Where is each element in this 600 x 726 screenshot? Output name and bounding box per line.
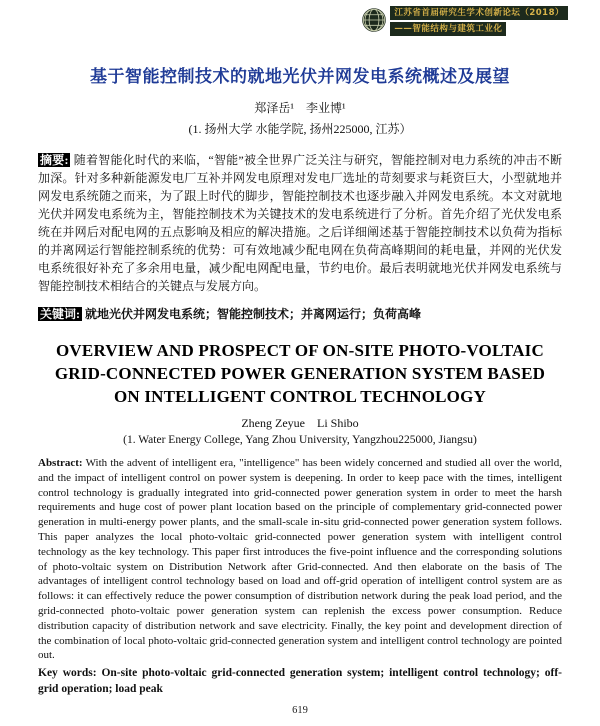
english-abstract — [38, 456, 562, 663]
globe-grid-icon — [361, 7, 387, 33]
chinese-abstract — [38, 151, 562, 295]
forum-badge — [361, 6, 568, 36]
english-affiliation: (1. Water Energy College, Yang Zhou University, Yangzhou225000, Jiangsu) — [123, 434, 477, 446]
english-authors: Zheng Zeyue Li Shibo — [241, 416, 359, 430]
english-title-line-1: OVERVIEW AND PROSPECT OF ON-SITE PHOTO-VOLTAIC — [56, 341, 544, 360]
english-abstract-text: With the advent of intelligent era, "intelligence" has been widely concerned and studied all over the world, and the impact of intelligent control on power system is deepening. In order to keep pace with the times, intelligent control technology is gradually integrated into grid-connected power generation system in order to meet the harsh requirements and huge cost of power plant location based on the principle of complementary grid-connected power generation in multi-energy power plants, and the small-scale in-situ grid-connected power generation system follows. This paper analyzes the local photo-voltaic grid-connected power generation system with intelligent control technology as the key technology. This paper first introduces the five-point influence and the corresponding solutions of photo-voltaic system on Distribution Network after Grid-connected. And then elaborate on the basis of The advantages of intelligent control technology based on load and off-grid operation of intelligent control system are as follows: it can effectively reduce the power consumption of distribution network during the peak load period, and the grid-connected photo-voltaic power generation system can replenish the excess power consumption. Reduce distribution capacity of distribution network and save electricity. Finally, the key point and development direction of the combination of local photo-voltaic grid-connected generation system and intelligent control technology are pointed out. — [38, 457, 562, 662]
page-number: 619 — [292, 705, 308, 716]
chinese-keywords-label: 关键词: — [40, 307, 80, 321]
chinese-keywords-text: 就地光伏并网发电系统；智能控制技术；并离网运行；负荷高峰 — [85, 307, 422, 321]
english-title — [38, 339, 562, 408]
english-abstract-label: Abstract: — [38, 457, 83, 469]
english-keywords: Key words: On-site photo-voltaic grid-connected generation system; intelligent control technology; off-grid operation; load peak — [38, 667, 562, 695]
badge-line-1: 江苏省首届研究生学术创新论坛（2018） — [390, 6, 568, 20]
chinese-abstract-label: 摘要: — [40, 153, 69, 167]
english-title-line-2: GRID-CONNECTED POWER GENERATION SYSTEM BASED — [54, 364, 546, 383]
english-title-line-3: ON INTELLIGENT CONTROL TECHNOLOGY — [113, 387, 487, 406]
chinese-abstract-text: 随着智能化时代的来临，“智能”被全世界广泛关注与研究，智能控制对电力系统的冲击不断加深。针对多种新能源发电厂互补并网发电原理对发电厂选址的苛刻要求与耗资巨大，小型就地并网发电系统随之而来，为了跟上时代的脚步，智能控制技术也逐步融入并网发电系统。本文对就地光伏并网发电系统为主，智能控制技术为关键技术的发电系统进行了分析。首先介绍了光伏发电系统在并网后对配电网的五点影响及相应的解决措施。之后详细阐述基于智能控制技术以负荷为指标的并离网运行智能控制系统的优势：可有效地减少配电网在负荷高峰期间的耗电量，并网的光伏发电系统很好补充了多余用电量，减少配电网配电量，节约电价。最后表明就地光伏并网发电系统与智能控制技术相结合的关键点与发展方向。 — [38, 153, 563, 293]
chinese-title: 基于智能控制技术的就地光伏并网发电系统概述及展望 — [90, 67, 510, 86]
badge-strips — [390, 6, 568, 36]
badge-line-2: ——智能结构与建筑工业化 — [390, 22, 506, 36]
chinese-affiliation: (1. 扬州大学 水能学院, 扬州225000, 江苏） — [188, 122, 412, 136]
chinese-keywords — [38, 305, 562, 323]
chinese-authors: 郑泽岳¹ 李业博¹ — [254, 101, 346, 115]
